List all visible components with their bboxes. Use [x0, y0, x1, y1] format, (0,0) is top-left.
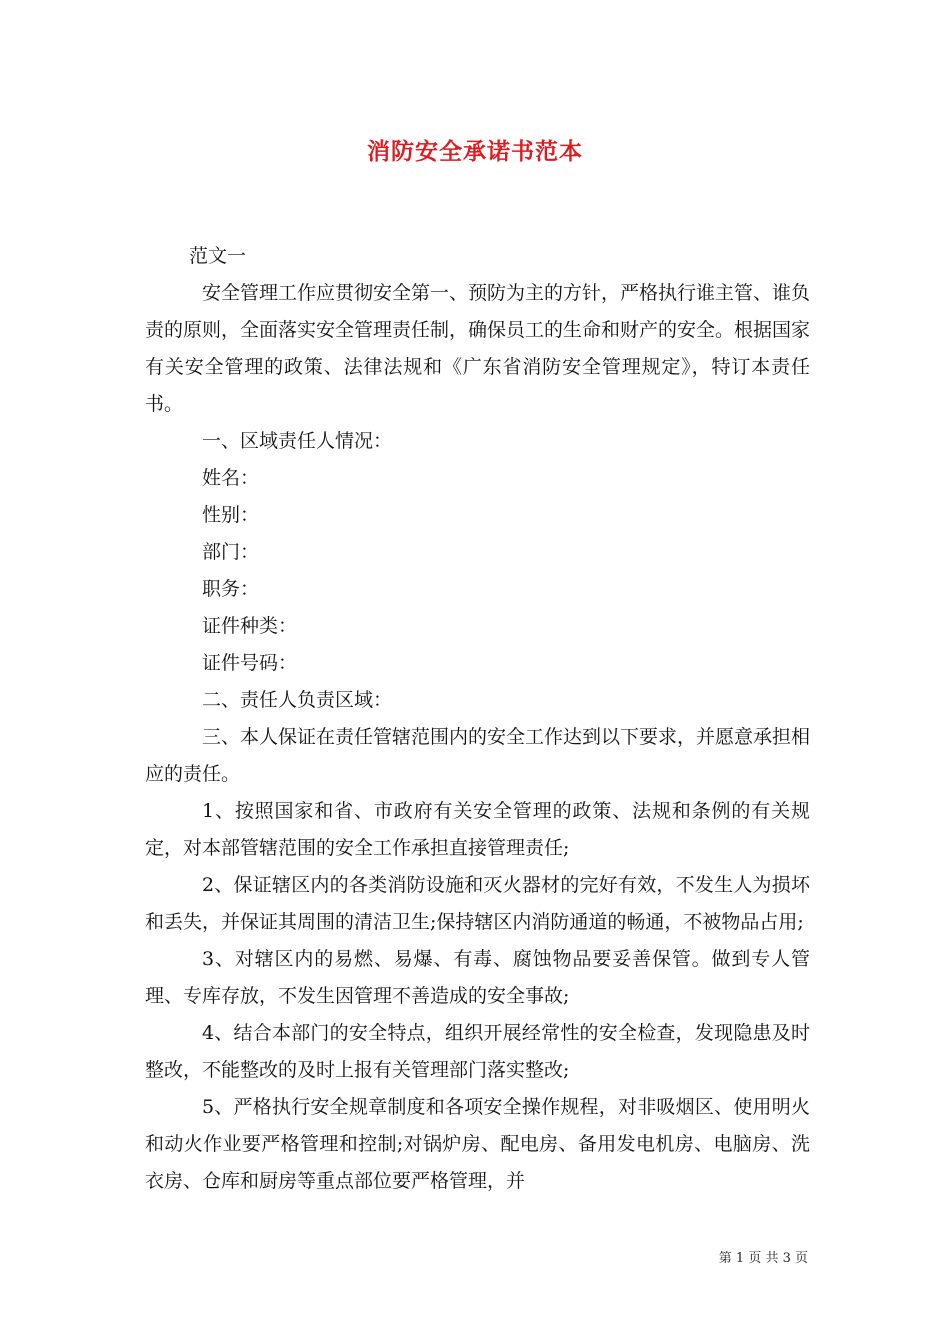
section-1-heading: 一、区域责任人情况：: [202, 430, 393, 452]
section-heading: 范文一: [189, 245, 247, 267]
field-id-type: 证件种类：: [202, 615, 298, 637]
list-item: 3、对辖区内的易燃、易爆、有毒、腐蚀物品要妥善保管。做到专人管理、专库存放，不发生因管理不善造成的安全事故;: [145, 948, 810, 1007]
section-2-heading: 二、责任人负责区域：: [202, 689, 393, 711]
field-department: 部门：: [202, 541, 260, 563]
field-gender: 性别：: [202, 504, 260, 526]
intro-paragraph: 安全管理工作应贯彻安全第一、预防为主的方针，严格执行谁主管、谁负责的原则，全面落实安全管理责任制，确保员工的生命和财产的安全。根据国家有关安全管理的政策、法律法规和《广东省消防安全管理规定》，特订本责任书。: [145, 282, 811, 415]
field-id-number: 证件号码：: [202, 652, 298, 674]
list-item: 2、保证辖区内的各类消防设施和灭火器材的完好有效，不发生人为损坏和丢失，并保证其周围的清洁卫生;保持辖区内消防通道的畅通，不被物品占用;: [145, 874, 810, 933]
list-item: 4、结合本部门的安全特点，组织开展经常性的安全检查，发现隐患及时整改，不能整改的及时上报有关管理部门落实整改;: [145, 1022, 810, 1081]
field-position: 职务：: [202, 578, 260, 600]
field-name: 姓名：: [202, 467, 260, 489]
page-number: 第 1 页 共 3 页: [718, 1251, 808, 1266]
list-item: 5、严格执行安全规章制度和各项安全操作规程，对非吸烟区、使用明火和动火作业要严格管理和控制;对锅炉房、配电房、备用发电机房、电脑房、洗衣房、仓库和厨房等重点部位要严格管理，并: [145, 1096, 810, 1192]
document-title: 消防安全承诺书范本: [367, 138, 583, 165]
document-body: [145, 238, 810, 1200]
section-3-paragraph: 三、本人保证在责任管辖范围内的安全工作达到以下要求，并愿意承担相应的责任。: [145, 726, 811, 785]
list-item: 1、按照国家和省、市政府有关安全管理的政策、法规和条例的有关规定，对本部管辖范围的安全工作承担直接管理责任;: [145, 800, 810, 859]
